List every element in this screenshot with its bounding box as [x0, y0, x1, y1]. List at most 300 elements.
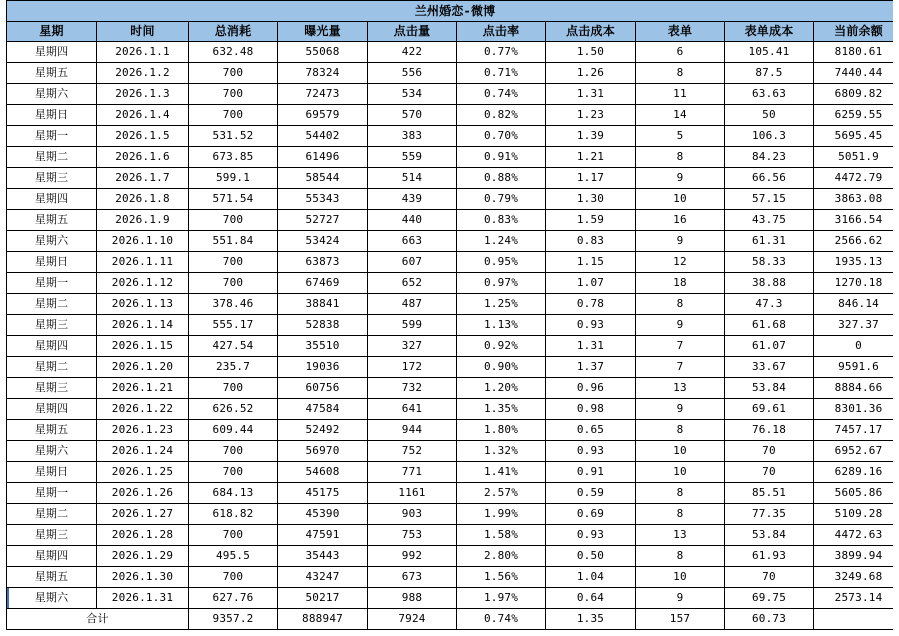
- table-cell[interactable]: 0.69: [546, 504, 636, 525]
- table-cell[interactable]: 0.59: [546, 483, 636, 504]
- table-cell[interactable]: 6952.67: [814, 441, 894, 462]
- table-cell[interactable]: 8: [636, 504, 725, 525]
- table-cell[interactable]: 4472.79: [814, 168, 894, 189]
- table-cell[interactable]: 35443: [278, 546, 368, 567]
- table-cell[interactable]: 1161: [368, 483, 457, 504]
- total-cell[interactable]: 60.73: [725, 609, 814, 630]
- table-cell[interactable]: 8: [636, 294, 725, 315]
- table-cell[interactable]: 1.15: [546, 252, 636, 273]
- table-cell[interactable]: 551.84: [189, 231, 278, 252]
- table-cell[interactable]: 700: [189, 63, 278, 84]
- table-cell[interactable]: 327.37: [814, 315, 894, 336]
- table-cell[interactable]: 星期五: [7, 420, 97, 441]
- table-cell[interactable]: 2.80%: [457, 546, 546, 567]
- table-cell[interactable]: 2026.1.11: [97, 252, 189, 273]
- table-cell[interactable]: 700: [189, 105, 278, 126]
- sheet-title[interactable]: 兰州婚恋-微博: [7, 1, 894, 22]
- table-cell[interactable]: 2026.1.10: [97, 231, 189, 252]
- total-label[interactable]: 合计: [7, 609, 189, 630]
- table-cell[interactable]: 626.52: [189, 399, 278, 420]
- table-cell[interactable]: 2026.1.13: [97, 294, 189, 315]
- table-cell[interactable]: 531.52: [189, 126, 278, 147]
- table-cell[interactable]: 1.13%: [457, 315, 546, 336]
- table-cell[interactable]: 10: [636, 462, 725, 483]
- table-cell[interactable]: 1.37: [546, 357, 636, 378]
- table-cell[interactable]: 7457.17: [814, 420, 894, 441]
- table-cell[interactable]: 5695.45: [814, 126, 894, 147]
- table-cell[interactable]: 1.58%: [457, 525, 546, 546]
- table-cell[interactable]: 57.15: [725, 189, 814, 210]
- table-cell[interactable]: 1.04: [546, 567, 636, 588]
- table-cell[interactable]: 846.14: [814, 294, 894, 315]
- table-cell[interactable]: 8180.61: [814, 42, 894, 63]
- table-row: [7, 546, 894, 567]
- table-cell[interactable]: 0.97%: [457, 273, 546, 294]
- table-cell[interactable]: 534: [368, 84, 457, 105]
- column-header[interactable]: 点击量: [368, 22, 457, 42]
- table-cell[interactable]: 星期六: [7, 588, 97, 609]
- table-cell[interactable]: 0.88%: [457, 168, 546, 189]
- total-cell[interactable]: [814, 609, 894, 630]
- table-cell[interactable]: 星期二: [7, 147, 97, 168]
- table-cell[interactable]: 1.32%: [457, 441, 546, 462]
- table-cell[interactable]: 2026.1.29: [97, 546, 189, 567]
- column-header[interactable]: 当前余额: [814, 22, 894, 42]
- table-cell[interactable]: 1.99%: [457, 504, 546, 525]
- table-cell[interactable]: 星期一: [7, 273, 97, 294]
- table-cell[interactable]: 61.93: [725, 546, 814, 567]
- table-cell[interactable]: 52838: [278, 315, 368, 336]
- table-cell[interactable]: 7: [636, 357, 725, 378]
- table-cell[interactable]: 2026.1.27: [97, 504, 189, 525]
- table-cell[interactable]: 673: [368, 567, 457, 588]
- table-cell[interactable]: 8: [636, 420, 725, 441]
- table-cell[interactable]: 67469: [278, 273, 368, 294]
- table-cell[interactable]: 70: [725, 462, 814, 483]
- table-cell[interactable]: 487: [368, 294, 457, 315]
- table-cell[interactable]: 1.20%: [457, 378, 546, 399]
- table-cell[interactable]: 1.41%: [457, 462, 546, 483]
- table-cell[interactable]: 5051.9: [814, 147, 894, 168]
- table-cell[interactable]: 0.64: [546, 588, 636, 609]
- table-cell[interactable]: 378.46: [189, 294, 278, 315]
- table-cell[interactable]: 0.92%: [457, 336, 546, 357]
- total-cell[interactable]: 0.74%: [457, 609, 546, 630]
- table-cell[interactable]: 11: [636, 84, 725, 105]
- table-cell[interactable]: 星期四: [7, 399, 97, 420]
- table-cell[interactable]: 0.70%: [457, 126, 546, 147]
- table-cell[interactable]: 18: [636, 273, 725, 294]
- table-cell[interactable]: 2026.1.1: [97, 42, 189, 63]
- table-cell[interactable]: 555.17: [189, 315, 278, 336]
- table-cell[interactable]: 1.35%: [457, 399, 546, 420]
- table-cell[interactable]: 700: [189, 273, 278, 294]
- table-cell[interactable]: 9591.6: [814, 357, 894, 378]
- table-cell[interactable]: 69.75: [725, 588, 814, 609]
- table-cell[interactable]: 992: [368, 546, 457, 567]
- table-cell[interactable]: 45175: [278, 483, 368, 504]
- table-cell[interactable]: 9: [636, 588, 725, 609]
- table-cell[interactable]: 5109.28: [814, 504, 894, 525]
- table-cell[interactable]: 星期三: [7, 525, 97, 546]
- total-cell[interactable]: 1.35: [546, 609, 636, 630]
- table-cell[interactable]: 2026.1.3: [97, 84, 189, 105]
- table-cell[interactable]: 1.25%: [457, 294, 546, 315]
- table-cell[interactable]: 星期六: [7, 84, 97, 105]
- table-cell[interactable]: 0.71%: [457, 63, 546, 84]
- table-cell[interactable]: 13: [636, 525, 725, 546]
- table-cell[interactable]: 16: [636, 210, 725, 231]
- table-cell[interactable]: 627.76: [189, 588, 278, 609]
- table-row: [7, 231, 894, 252]
- table-cell[interactable]: 427.54: [189, 336, 278, 357]
- table-cell[interactable]: 61.07: [725, 336, 814, 357]
- table-cell[interactable]: 1.50: [546, 42, 636, 63]
- table-cell[interactable]: 771: [368, 462, 457, 483]
- table-cell[interactable]: 58.33: [725, 252, 814, 273]
- table-cell[interactable]: 54402: [278, 126, 368, 147]
- table-cell[interactable]: 星期五: [7, 210, 97, 231]
- table-cell[interactable]: 5: [636, 126, 725, 147]
- table-cell[interactable]: 6809.82: [814, 84, 894, 105]
- table-cell[interactable]: 1.31: [546, 84, 636, 105]
- table-cell[interactable]: 47584: [278, 399, 368, 420]
- table-cell[interactable]: 10: [636, 441, 725, 462]
- table-cell[interactable]: 2026.1.7: [97, 168, 189, 189]
- table-cell[interactable]: 2566.62: [814, 231, 894, 252]
- table-cell[interactable]: 105.41: [725, 42, 814, 63]
- table-cell[interactable]: 2026.1.22: [97, 399, 189, 420]
- table-cell[interactable]: 1935.13: [814, 252, 894, 273]
- table-cell[interactable]: 6: [636, 42, 725, 63]
- table-cell[interactable]: 599: [368, 315, 457, 336]
- table-cell[interactable]: 2026.1.8: [97, 189, 189, 210]
- table-row: [7, 483, 894, 504]
- table-cell[interactable]: 2026.1.2: [97, 63, 189, 84]
- table-cell[interactable]: 3863.08: [814, 189, 894, 210]
- table-cell[interactable]: 0.91%: [457, 147, 546, 168]
- table-cell[interactable]: 0.78: [546, 294, 636, 315]
- table-cell[interactable]: 8: [636, 147, 725, 168]
- table-cell[interactable]: 星期二: [7, 504, 97, 525]
- table-cell[interactable]: 571.54: [189, 189, 278, 210]
- table-cell[interactable]: 1.31: [546, 336, 636, 357]
- table-cell[interactable]: 700: [189, 525, 278, 546]
- table-cell[interactable]: 2026.1.15: [97, 336, 189, 357]
- table-cell[interactable]: 9: [636, 315, 725, 336]
- table-cell[interactable]: 1.59: [546, 210, 636, 231]
- table-cell[interactable]: 1.80%: [457, 420, 546, 441]
- table-cell[interactable]: 43247: [278, 567, 368, 588]
- table-cell[interactable]: 8: [636, 483, 725, 504]
- table-cell[interactable]: 52492: [278, 420, 368, 441]
- table-cell[interactable]: 700: [189, 462, 278, 483]
- table-cell[interactable]: 星期四: [7, 336, 97, 357]
- table-cell[interactable]: 星期四: [7, 189, 97, 210]
- table-cell[interactable]: 星期五: [7, 63, 97, 84]
- total-cell[interactable]: 7924: [368, 609, 457, 630]
- table-cell[interactable]: 514: [368, 168, 457, 189]
- table-cell[interactable]: 10: [636, 567, 725, 588]
- table-cell[interactable]: 1270.18: [814, 273, 894, 294]
- table-cell[interactable]: 0.83: [546, 231, 636, 252]
- column-header[interactable]: 星期: [7, 22, 97, 42]
- table-cell[interactable]: 422: [368, 42, 457, 63]
- table-cell[interactable]: 63.63: [725, 84, 814, 105]
- table-cell[interactable]: 439: [368, 189, 457, 210]
- table-cell[interactable]: 632.48: [189, 42, 278, 63]
- table-cell[interactable]: 3899.94: [814, 546, 894, 567]
- table-cell[interactable]: 55343: [278, 189, 368, 210]
- table-cell[interactable]: 0.77%: [457, 42, 546, 63]
- spreadsheet-sheet: [6, 0, 893, 632]
- table-cell[interactable]: 78324: [278, 63, 368, 84]
- table-cell[interactable]: 19036: [278, 357, 368, 378]
- table-cell[interactable]: 61.68: [725, 315, 814, 336]
- table-cell[interactable]: 641: [368, 399, 457, 420]
- table-cell[interactable]: 54608: [278, 462, 368, 483]
- table-cell[interactable]: 8301.36: [814, 399, 894, 420]
- table-cell[interactable]: 87.5: [725, 63, 814, 84]
- table-cell[interactable]: 星期三: [7, 315, 97, 336]
- table-cell[interactable]: 9: [636, 399, 725, 420]
- table-cell[interactable]: 星期日: [7, 462, 97, 483]
- table-cell[interactable]: 55068: [278, 42, 368, 63]
- table-cell[interactable]: 2026.1.20: [97, 357, 189, 378]
- table-cell[interactable]: 0.82%: [457, 105, 546, 126]
- table-cell[interactable]: 2026.1.25: [97, 462, 189, 483]
- table-cell[interactable]: 1.97%: [457, 588, 546, 609]
- column-header[interactable]: 点击成本: [546, 22, 636, 42]
- table-cell[interactable]: 700: [189, 441, 278, 462]
- table-cell[interactable]: 3249.68: [814, 567, 894, 588]
- table-cell[interactable]: 988: [368, 588, 457, 609]
- table-cell[interactable]: 106.3: [725, 126, 814, 147]
- table-cell[interactable]: 684.13: [189, 483, 278, 504]
- table-cell[interactable]: 70: [725, 441, 814, 462]
- table-cell[interactable]: 0.93: [546, 315, 636, 336]
- table-row: [7, 525, 894, 546]
- table-cell[interactable]: 60756: [278, 378, 368, 399]
- table-cell[interactable]: 47591: [278, 525, 368, 546]
- table-row: [7, 189, 894, 210]
- table-cell[interactable]: 70: [725, 567, 814, 588]
- table-cell[interactable]: 85.51: [725, 483, 814, 504]
- total-cell[interactable]: 888947: [278, 609, 368, 630]
- table-cell[interactable]: 700: [189, 567, 278, 588]
- table-cell[interactable]: 2026.1.23: [97, 420, 189, 441]
- table-cell[interactable]: 61496: [278, 147, 368, 168]
- table-cell[interactable]: 3166.54: [814, 210, 894, 231]
- table-cell[interactable]: 56970: [278, 441, 368, 462]
- table-row: [7, 84, 894, 105]
- table-cell[interactable]: 69579: [278, 105, 368, 126]
- table-cell[interactable]: 0.93: [546, 525, 636, 546]
- table-cell[interactable]: 星期三: [7, 378, 97, 399]
- table-cell[interactable]: 599.1: [189, 168, 278, 189]
- table-cell[interactable]: 0.93: [546, 441, 636, 462]
- table-cell[interactable]: 1.24%: [457, 231, 546, 252]
- table-cell[interactable]: 607: [368, 252, 457, 273]
- table-cell[interactable]: 2026.1.4: [97, 105, 189, 126]
- table-cell[interactable]: 76.18: [725, 420, 814, 441]
- table-cell[interactable]: 52727: [278, 210, 368, 231]
- table-cell[interactable]: 2026.1.6: [97, 147, 189, 168]
- column-header[interactable]: 表单成本: [725, 22, 814, 42]
- table-cell[interactable]: 556: [368, 63, 457, 84]
- table-cell[interactable]: 700: [189, 378, 278, 399]
- table-cell[interactable]: 4472.63: [814, 525, 894, 546]
- table-cell[interactable]: 0.65: [546, 420, 636, 441]
- table-cell[interactable]: 50: [725, 105, 814, 126]
- table-cell[interactable]: 12: [636, 252, 725, 273]
- table-cell[interactable]: 8: [636, 546, 725, 567]
- table-cell[interactable]: 559: [368, 147, 457, 168]
- table-cell[interactable]: 星期六: [7, 231, 97, 252]
- table-cell[interactable]: 327: [368, 336, 457, 357]
- table-cell[interactable]: 10: [636, 189, 725, 210]
- table-cell[interactable]: 440: [368, 210, 457, 231]
- table-cell[interactable]: 903: [368, 504, 457, 525]
- table-cell[interactable]: 69.61: [725, 399, 814, 420]
- table-cell[interactable]: 0.83%: [457, 210, 546, 231]
- table-cell[interactable]: 8884.66: [814, 378, 894, 399]
- table-cell[interactable]: 700: [189, 210, 278, 231]
- table-cell[interactable]: 2026.1.24: [97, 441, 189, 462]
- table-cell[interactable]: 0.79%: [457, 189, 546, 210]
- table-cell[interactable]: 673.85: [189, 147, 278, 168]
- table-cell[interactable]: 2026.1.12: [97, 273, 189, 294]
- table-cell[interactable]: 14: [636, 105, 725, 126]
- table-cell[interactable]: 2.57%: [457, 483, 546, 504]
- column-header[interactable]: 点击率: [457, 22, 546, 42]
- table-cell[interactable]: 1.26: [546, 63, 636, 84]
- table-cell[interactable]: 84.23: [725, 147, 814, 168]
- table-cell[interactable]: 35510: [278, 336, 368, 357]
- table-row: [7, 273, 894, 294]
- table-cell[interactable]: 652: [368, 273, 457, 294]
- table-cell[interactable]: 2026.1.31: [97, 588, 189, 609]
- table-cell[interactable]: 星期一: [7, 126, 97, 147]
- table-cell[interactable]: 星期日: [7, 252, 97, 273]
- table-cell[interactable]: 1.23: [546, 105, 636, 126]
- column-header[interactable]: 时间: [97, 22, 189, 42]
- table-cell[interactable]: 1.21: [546, 147, 636, 168]
- table-cell[interactable]: 星期四: [7, 42, 97, 63]
- table-cell[interactable]: 9: [636, 231, 725, 252]
- table-cell[interactable]: 2026.1.26: [97, 483, 189, 504]
- table-cell[interactable]: 944: [368, 420, 457, 441]
- table-cell[interactable]: 53.84: [725, 525, 814, 546]
- table-cell[interactable]: 383: [368, 126, 457, 147]
- column-header[interactable]: 表单: [636, 22, 725, 42]
- table-cell[interactable]: 609.44: [189, 420, 278, 441]
- table-cell[interactable]: 53.84: [725, 378, 814, 399]
- total-cell[interactable]: 157: [636, 609, 725, 630]
- table-cell[interactable]: 7440.44: [814, 63, 894, 84]
- table-row: [7, 504, 894, 525]
- table-cell[interactable]: 6259.55: [814, 105, 894, 126]
- table-cell[interactable]: 66.56: [725, 168, 814, 189]
- table-cell[interactable]: 0.50: [546, 546, 636, 567]
- table-cell[interactable]: 732: [368, 378, 457, 399]
- table-cell[interactable]: 5605.86: [814, 483, 894, 504]
- table-cell[interactable]: 2026.1.21: [97, 378, 189, 399]
- table-cell[interactable]: 星期日: [7, 105, 97, 126]
- table-cell[interactable]: 45390: [278, 504, 368, 525]
- table-cell[interactable]: 495.5: [189, 546, 278, 567]
- table-cell[interactable]: 9: [636, 168, 725, 189]
- table-cell[interactable]: 0: [814, 336, 894, 357]
- table-cell[interactable]: 星期一: [7, 483, 97, 504]
- table-cell[interactable]: 1.17: [546, 168, 636, 189]
- table-cell[interactable]: 172: [368, 357, 457, 378]
- table-cell[interactable]: 50217: [278, 588, 368, 609]
- table-cell[interactable]: 618.82: [189, 504, 278, 525]
- table-cell[interactable]: 0.74%: [457, 84, 546, 105]
- table-cell[interactable]: 0.91: [546, 462, 636, 483]
- table-cell[interactable]: 1.07: [546, 273, 636, 294]
- table-cell[interactable]: 2026.1.5: [97, 126, 189, 147]
- table-cell[interactable]: 2026.1.28: [97, 525, 189, 546]
- table-cell[interactable]: 663: [368, 231, 457, 252]
- table-cell[interactable]: 38841: [278, 294, 368, 315]
- table-cell[interactable]: 6289.16: [814, 462, 894, 483]
- table-cell[interactable]: 13: [636, 378, 725, 399]
- table-cell[interactable]: 77.35: [725, 504, 814, 525]
- table-cell[interactable]: 0.98: [546, 399, 636, 420]
- table-cell[interactable]: 38.88: [725, 273, 814, 294]
- table-cell[interactable]: 2026.1.30: [97, 567, 189, 588]
- table-cell[interactable]: 0.96: [546, 378, 636, 399]
- table-cell[interactable]: 2573.14: [814, 588, 894, 609]
- table-cell[interactable]: 47.3: [725, 294, 814, 315]
- table-cell[interactable]: 58544: [278, 168, 368, 189]
- total-cell[interactable]: 9357.2: [189, 609, 278, 630]
- table-cell[interactable]: 8: [636, 63, 725, 84]
- table-cell[interactable]: 570: [368, 105, 457, 126]
- column-header[interactable]: 曝光量: [278, 22, 368, 42]
- column-header[interactable]: 总消耗: [189, 22, 278, 42]
- table-cell[interactable]: 43.75: [725, 210, 814, 231]
- table-cell[interactable]: 235.7: [189, 357, 278, 378]
- total-row: [7, 609, 894, 630]
- table-cell[interactable]: 1.39: [546, 126, 636, 147]
- table-cell[interactable]: 7: [636, 336, 725, 357]
- table-cell[interactable]: 752: [368, 441, 457, 462]
- table-cell[interactable]: 753: [368, 525, 457, 546]
- table-cell[interactable]: 1.30: [546, 189, 636, 210]
- table-cell[interactable]: 700: [189, 252, 278, 273]
- table-cell[interactable]: 72473: [278, 84, 368, 105]
- table-cell[interactable]: 53424: [278, 231, 368, 252]
- table-cell[interactable]: 星期二: [7, 294, 97, 315]
- table-cell[interactable]: 63873: [278, 252, 368, 273]
- table-cell[interactable]: 0.95%: [457, 252, 546, 273]
- table-cell[interactable]: 星期三: [7, 168, 97, 189]
- table-cell[interactable]: 1.56%: [457, 567, 546, 588]
- table-cell[interactable]: 星期二: [7, 357, 97, 378]
- table-cell[interactable]: 0.90%: [457, 357, 546, 378]
- table-cell[interactable]: 700: [189, 84, 278, 105]
- table-cell[interactable]: 2026.1.14: [97, 315, 189, 336]
- table-cell[interactable]: 星期五: [7, 567, 97, 588]
- table-cell[interactable]: 星期六: [7, 441, 97, 462]
- table-cell[interactable]: 33.67: [725, 357, 814, 378]
- table-cell[interactable]: 星期四: [7, 546, 97, 567]
- table-cell[interactable]: 61.31: [725, 231, 814, 252]
- table-cell[interactable]: 2026.1.9: [97, 210, 189, 231]
